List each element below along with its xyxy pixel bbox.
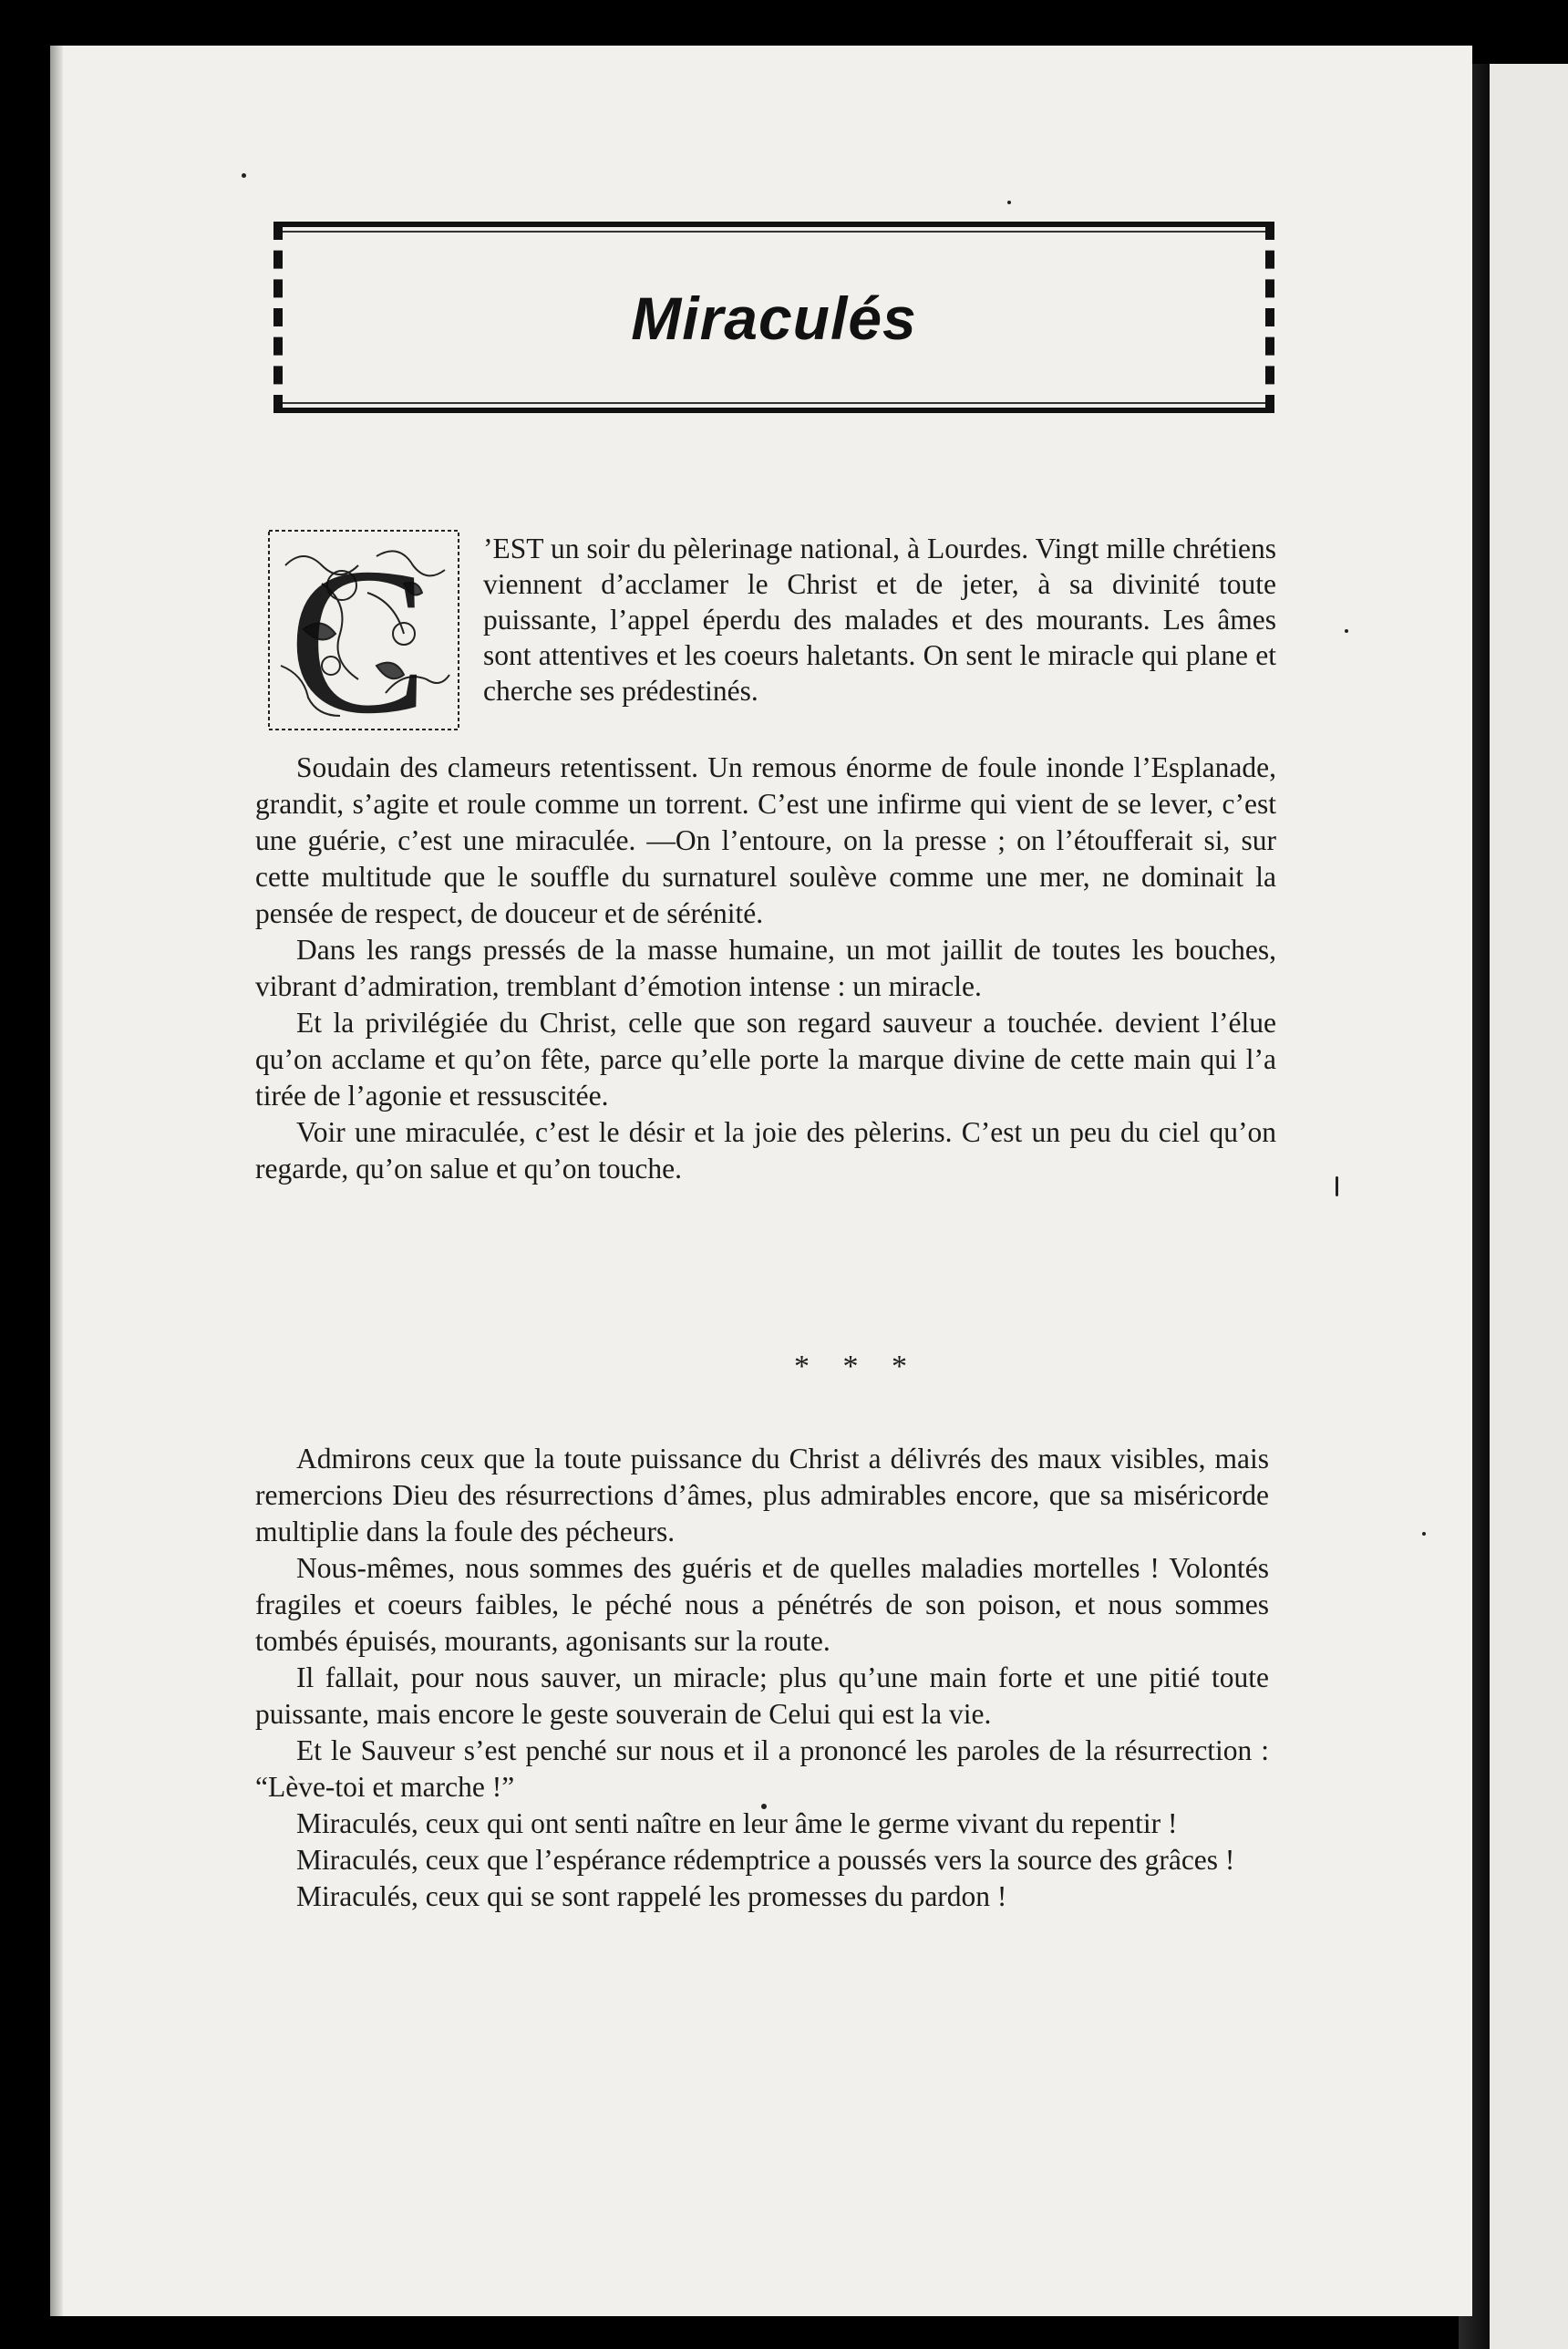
paragraph: Miraculés, ceux qui ont senti naître en leur âme le germe vivant du repentir !: [296, 1807, 1178, 1839]
ornamental-drop-cap: [267, 529, 460, 731]
page-title: Miraculés: [631, 285, 917, 352]
next-page-edge: [1486, 64, 1568, 2349]
paragraph: Dans les rangs pressés de la masse humaine, un mot jaillit de toutes les bouches, vibrant d’admiration, tremblant d’émotion intense : un miracle.: [255, 934, 1276, 1002]
first-paragraph: ’EST un soir du pèlerinage national, à Lourdes. Vingt mille chrétiens viennent d’acclamer le Christ et de jeter, à sa divinité toute puissante, l’appel éperdu des malades et des mourants. Les âmes sont attentives et les coeurs haletants. On sent le miracle qui plane et cherche ses prédestinés.: [483, 533, 1276, 707]
paragraph: Nous-mêmes, nous sommes des guéris et de quelles maladies mortelles ! Volontés fragiles et coeurs faibles, le péché nous a pénétrés de son poison, et nous sommes tombés épuisés, mourants, agonisants sur la route.: [255, 1552, 1269, 1657]
section-one: [255, 750, 1276, 1187]
paragraph: Soudain des clameurs retentissent. Un remous énorme de foule inonde l’Esplanade, grandit, s’agite et roule comme un torrent. C’est une infirme qui vient de se lever, c’est une guérie, c’est une miraculée. —On l’entoure, on la presse ; on l’étoufferait si, sur cette multitude que le souffle du surnaturel soulève comme une mer, ne dominait la pensée de respect, de douceur et de sérénité.: [255, 751, 1276, 929]
paragraph: Et le Sauveur s’est penché sur nous et il a prononcé les paroles de la résurrection : “Lève-toi et marche !”: [255, 1734, 1269, 1803]
title-frame: [273, 222, 1274, 413]
page-shadow: [50, 46, 63, 2316]
paragraph: Miraculés, ceux que l’espérance rédemptrice a poussés vers la source des grâces !: [296, 1844, 1235, 1876]
paragraph: Admirons ceux que la toute puissance du Christ a délivrés des maux visibles, mais remercions Dieu des résurrections d’âmes, plus admirables encore, que sa miséricorde multiplie dans la foule des pécheurs.: [255, 1443, 1269, 1547]
paragraph: Et la privilégiée du Christ, celle que son regard sauveur a touchée. devient l’élue qu’on acclame et qu’on fête, parce qu’elle porte la marque divine de cette main qui l’a tirée de l’agonie et ressuscitée.: [255, 1007, 1276, 1112]
section-two: [255, 1441, 1269, 1915]
paragraph: Miraculés, ceux qui se sont rappelé les promesses du pardon !: [296, 1880, 1007, 1912]
paragraph: Voir une miraculée, c’est le désir et la joie des pèlerins. C’est un peu du ciel qu’on regarde, qu’on salue et qu’on touche.: [255, 1116, 1276, 1185]
paragraph: Il fallait, pour nous sauver, un miracle; plus qu’une main forte et une pitié toute puissante, mais encore le geste souverain de Celui qui est la vie.: [255, 1661, 1269, 1730]
drop-cap-letter: C: [288, 529, 428, 731]
section-separator: * * *: [794, 1350, 920, 1383]
